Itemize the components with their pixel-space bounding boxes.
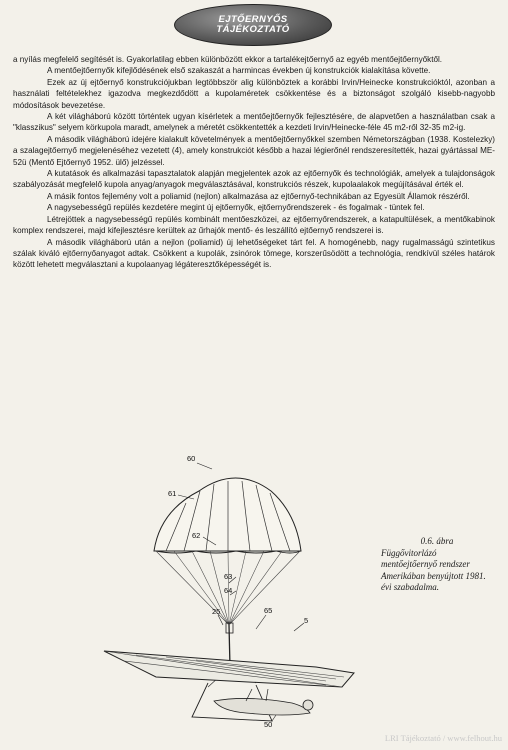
- paragraph: Létrejöttek a nagysebességű repülés kombinált mentőeszközei, az ejtőernyőrendszerek, a katapultülések, a mentőkabinok komplex rendszerei, majd kifejlesztésre kerültek az űrhajók mentő- és leszállító ejtőernyő rendszerei is.: [13, 214, 495, 236]
- figure-label: 5: [304, 616, 309, 625]
- leader-50: [272, 715, 276, 721]
- pilot-head: [303, 700, 313, 710]
- patent-figure: [96, 455, 366, 727]
- paragraph: A második világháború után a nejlon (poliamid) új lehetőségeket tárt fel. A homogénebb, nagy rugalmasságú szintetikus szálak kiváló ejtőernyőanyagot adtak. Csökkent a kupolák, zsinórok tömege, korszerűsödött a technológia, rendkívül széles határok között lehetett megválasztani a kupolaanyag légáteresztőképességét is.: [13, 237, 495, 270]
- leader-5: [294, 623, 304, 631]
- figure-label: 64: [224, 586, 233, 595]
- header-line-1: EJTŐERNYŐS: [218, 14, 288, 25]
- parachute-hang-glider-drawing: [96, 455, 366, 727]
- page-footer: LRI Tájékoztató / www.felhout.hu: [384, 733, 502, 743]
- figure-caption: [381, 536, 493, 594]
- body-text: [13, 54, 495, 271]
- figure-label: 25: [212, 607, 221, 616]
- leader-65: [256, 615, 266, 629]
- caption-text: Függővitorlázó mentőejtőernyő rendszer Amerikában benyújtott 1981. évi szabadalma.: [381, 547, 486, 592]
- page-header-badge: [174, 4, 332, 46]
- paragraph: A két világháború között történtek ugyan kísérletek a mentőejtőernyők fejlesztésére, de alapvetően a használatban csak a "klasszikus" selyem körkupola maradt, amelynek a méretét csökkentették a kezdeti Irvin/Heinecke-féle 45 m2-ről 32-35 m2-ig.: [13, 112, 495, 133]
- paragraph: A második világháború idejére kialakult követelmények a mentőejtőernyőkkel szemben Németországban (1938. Kostelezky) a szalagejtőernyő megjelenéséhez vezetett (4), amely konstrukciót később a hazai légierőnél rendszeresítették, hazai gyártással ME-52ü (Mentő Ejtőernyő 1952. ülő) jelzéssel.: [13, 134, 495, 167]
- figure-label: 63: [224, 572, 233, 581]
- header-line-2: TÁJÉKOZTATÓ: [216, 24, 290, 35]
- figure-label: 50: [264, 720, 273, 727]
- paragraph: A nagysebességű repülés kezdetére megint új ejtőernyők, ejtőernyőrendszerek - és fogalmak - tüntek fel.: [47, 203, 425, 213]
- pilot-figure: [214, 698, 310, 715]
- figure-label: 62: [192, 531, 201, 540]
- paragraph: A mentőejtőernyők kifejlődésének első szakaszát a harmincas években új konstrukciók kialakítása követte.: [47, 66, 431, 76]
- paragraph: a nyílás megfelelő segítését is. Gyakorlatilag ebben különbözött ekkor a tartalékejtőernyő az egyéb mentőejtőernyőktől.: [13, 55, 443, 64]
- paragraph: A kutatások és alkalmazási tapasztalatok alapján megjelentek azok az ejtőernyők és technológiák, amelyek a tulajdonságok szabályozását megfelelő kupola anyag/anyagok megválasztásával, konstrukciós részek, kupolaalakok megújításával érték el.: [13, 169, 495, 190]
- figure-label: 61: [168, 489, 177, 498]
- figure-label: 65: [264, 606, 273, 615]
- paragraph: Ezek az új ejtőernyő konstrukciójukban legtöbbször alig különböztek a korábbi Irvin/Heinecke konstrukcióktól, azonban a használati feltételekhez igazodva megkezdődött a kupolaméretek csökkentése és a biztonságot szolgáló kisebb-nagyobb módosítások bevezetése.: [13, 77, 495, 110]
- paragraph: A másik fontos fejlemény volt a poliamid (nejlon) alkalmazása az ejtőernyő-technikában az Egyesült Államok részéről.: [47, 191, 470, 201]
- caption-title: 0.6. ábra: [420, 536, 454, 546]
- leader-60: [197, 463, 212, 469]
- figure-label: 60: [187, 455, 196, 463]
